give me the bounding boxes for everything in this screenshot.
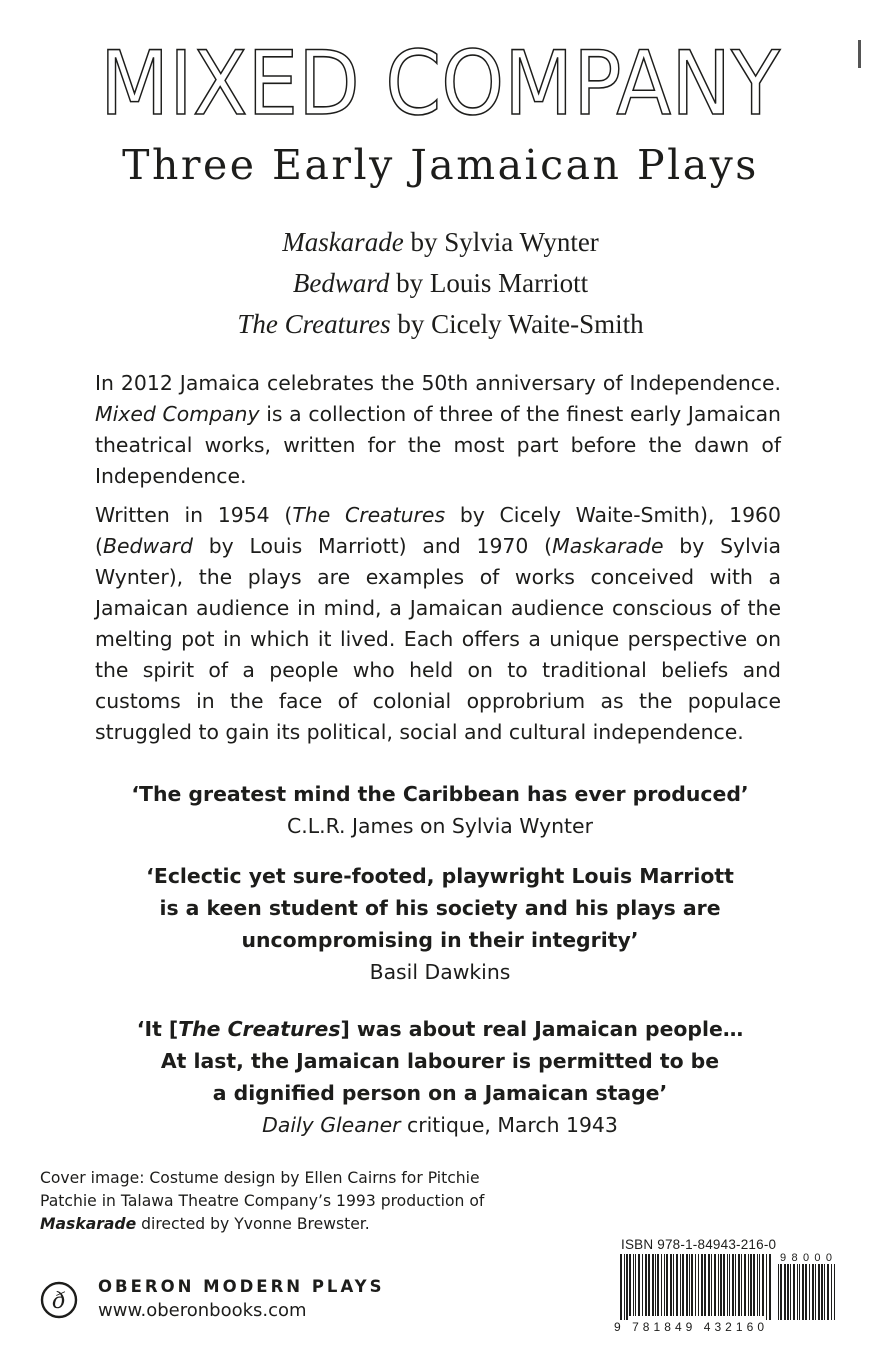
barcode-bar (691, 1254, 693, 1316)
isbn-label: ISBN 978-1-84943-216-0 (621, 1237, 777, 1252)
barcode-addon-bar (809, 1264, 810, 1320)
barcode-addon-bar (799, 1264, 800, 1320)
barcode-addon-bar (815, 1264, 816, 1320)
play-author: by Louis Marriott (396, 268, 589, 298)
barcode-bar (661, 1254, 662, 1316)
quote-text: is a keen student of his society and his plays are (159, 896, 721, 920)
barcode-bar (744, 1254, 746, 1316)
cover-image-credit: Cover image: Costume design by Ellen Cairns for Pitchie Patchie in Talawa Theatre Company’s 1993 production of Maskarade directed by Yvonne Brewster. (40, 1169, 485, 1233)
play-line (0, 222, 881, 263)
quote-source: Daily Gleaner critique, March 1943 (262, 1113, 618, 1137)
barcode-bar (624, 1254, 625, 1320)
play-line (0, 263, 881, 304)
barcode-addon-bar (793, 1264, 795, 1320)
barcode-bar (645, 1254, 647, 1316)
barcode-bar (720, 1254, 722, 1316)
barcode-bar (741, 1254, 742, 1316)
series-name: OBERON MODERN PLAYS (98, 1277, 385, 1296)
barcode-bar (695, 1254, 696, 1316)
plays-list (0, 222, 881, 345)
quote-text: a dignified person on a Jamaican stage’ (212, 1081, 668, 1105)
review-quote-3 (100, 1013, 780, 1141)
barcode-addon-bar (834, 1264, 835, 1320)
barcode-addon-bar (824, 1264, 825, 1320)
barcode-addon-bar (784, 1264, 786, 1320)
barcode-bar (676, 1254, 678, 1316)
barcode-bar (635, 1254, 636, 1316)
barcode-bar (727, 1254, 728, 1316)
barcode-bar (718, 1254, 719, 1316)
barcode-bar (729, 1254, 730, 1316)
oberon-logo-icon (40, 1281, 78, 1319)
quote-text: ‘The greatest mind the Caribbean has ever produced’ (131, 782, 749, 806)
barcode-addon-bar (787, 1264, 789, 1320)
barcode-bar (701, 1254, 703, 1316)
barcode-bar (655, 1254, 656, 1316)
blurb-paragraph-1: In 2012 Jamaica celebrates the 50th anniversary of Independence. Mixed Company is a collection of three of the finest early Jamaican theatrical works, written for the most part before the dawn of Independence. (95, 371, 781, 488)
play-author: by Sylvia Wynter (410, 227, 599, 257)
barcode-bars (620, 1254, 771, 1320)
barcode-bar (620, 1254, 622, 1320)
barcode-bar (638, 1254, 640, 1316)
barcode-bar (680, 1254, 681, 1316)
barcode-bar (738, 1254, 740, 1316)
barcode-bar (714, 1254, 716, 1316)
barcode-bar (732, 1254, 734, 1316)
barcode-bar (766, 1254, 767, 1320)
quote-text: ‘Eclectic yet sure-footed, playwright Louis Marriott (146, 864, 734, 888)
barcode-addon-bar (780, 1264, 782, 1320)
quote-source: Basil Dawkins (369, 960, 511, 984)
barcode-addon-bar (778, 1264, 779, 1320)
play-title: Maskarade (282, 227, 404, 257)
barcode-digits: 9 781849 432160 (614, 1320, 764, 1334)
barcode-bar (753, 1254, 755, 1316)
book-title-text: MIXED COMPANY (100, 40, 781, 130)
barcode-bar (723, 1254, 725, 1316)
barcode-bar (673, 1254, 674, 1316)
barcode-addon-bar (790, 1264, 791, 1320)
play-title: Bedward (292, 268, 390, 298)
play-author: by Cicely Waite-Smith (397, 309, 644, 339)
barcode-bar (757, 1254, 758, 1316)
barcode-bar (750, 1254, 752, 1316)
barcode-bar (666, 1254, 668, 1316)
barcode-addon-bars (778, 1264, 835, 1320)
barcode-addon-bar (797, 1264, 798, 1320)
barcode-bar (689, 1254, 690, 1316)
quote-source: C.L.R. James on Sylvia Wynter (287, 814, 593, 838)
isbn-barcode (612, 1252, 842, 1334)
barcode-bar (769, 1254, 771, 1320)
barcode-bar (682, 1254, 684, 1316)
barcode-bar (626, 1254, 628, 1320)
play-title: The Creatures (237, 309, 391, 339)
barcode-bar (629, 1254, 631, 1316)
barcode-addon-bar (818, 1264, 820, 1320)
review-quote-2 (100, 860, 780, 988)
play-line (0, 304, 881, 345)
barcode-addon-bar (827, 1264, 829, 1320)
barcode-addon-bar (812, 1264, 814, 1320)
barcode-bar (704, 1254, 706, 1316)
review-quote-1 (100, 778, 780, 842)
barcode-bar (762, 1254, 764, 1316)
barcode-bar (633, 1254, 634, 1316)
barcode-addon-digits: 98000 (780, 1252, 832, 1264)
barcode-bar (648, 1254, 650, 1316)
barcode-bar (664, 1254, 665, 1316)
barcode-bar (652, 1254, 654, 1316)
book-title (0, 40, 881, 130)
edge-mark (858, 40, 861, 68)
barcode-bar (748, 1254, 749, 1316)
book-subtitle: Three Early Jamaican Plays (122, 141, 759, 189)
barcode-bar (657, 1254, 659, 1316)
barcode-bar (686, 1254, 688, 1316)
blurb-paragraph-2: Written in 1954 (The Creatures by Cicely Waite-Smith), 1960 (Bedward by Louis Marriott) and 1970 (Maskarade by Sylvia Wynter), the plays are examples of works conceived with a Jamaican audience in mind, a Jamaican audience conscious of the melting pot in which it lived. Each offers a unique perspective on the spirit of a people who held on to traditional beliefs and customs in the face of colonial opprobrium as the populace struggled to gain its political, social and cultural independence. (95, 503, 781, 744)
barcode-bar (642, 1254, 643, 1316)
barcode-bar (708, 1254, 710, 1316)
quote-text: At last, the Jamaican labourer is permitted to be (160, 1049, 720, 1073)
barcode-bar (711, 1254, 712, 1316)
logo-letter: ð (52, 1289, 66, 1314)
quote-text: uncompromising in their integrity’ (241, 928, 639, 952)
barcode-addon-bar (805, 1264, 807, 1320)
barcode-bar (670, 1254, 672, 1316)
barcode-addon-bar (802, 1264, 804, 1320)
barcode-addon-bar (821, 1264, 823, 1320)
quote-text: ‘It [The Creatures] was about real Jamaican people… (136, 1017, 744, 1041)
barcode-bar (759, 1254, 760, 1316)
barcode-bar (698, 1254, 699, 1316)
publisher-website: www.oberonbooks.com (98, 1300, 307, 1321)
barcode-addon-bar (831, 1264, 832, 1320)
barcode-bar (735, 1254, 736, 1316)
